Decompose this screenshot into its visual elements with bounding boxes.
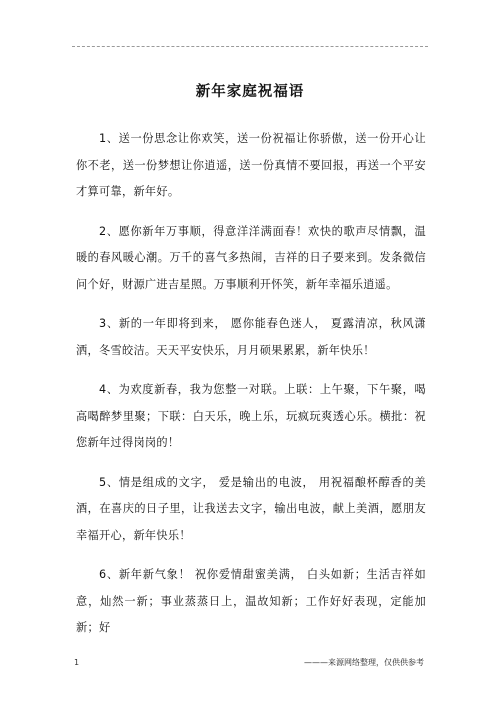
page-number: 1 — [74, 658, 80, 667]
paragraph-4: 4、为欢度新春，我为您整一对联。上联：上午聚，下午聚，喝高喝醉梦里聚；下联：白天乐，晚上乐，玩疯玩爽透心乐。横批：祝您新年过得岗岗的！ — [76, 383, 426, 449]
paragraph-3: 3、新的一年即将到来， 愿你能春色迷人， 夏露清凉，秋风潇洒，冬雪皎洁。天天平安快乐，月月硕果累累，新年快乐！ — [76, 317, 426, 357]
document-title: 新年家庭祝福语 — [195, 84, 305, 100]
paragraph-2: 2、愿你新年万事顺，得意洋洋满面春！欢快的歌声尽情飘，温暖的春风暖心潮。万千的喜气多热闹，吉祥的日子要来到。发条微信问个好，财源广进吉星照。万事顺利开怀笑，新年幸福乐逍遥。 — [76, 224, 426, 291]
source-note: ———来源网络整理，仅供供参考 — [304, 658, 424, 667]
paragraph-5: 5、情是组成的文字， 爱是输出的电波， 用祝福酿杯醇香的美酒，在喜庆的日子里，让我送去文字，输出电波，献上美酒，愿朋友幸福开心，新年快乐！ — [76, 475, 426, 542]
paragraph-6: 6、新年新气象！ 祝你爱情甜蜜美满， 白头如新；生活吉祥如意，灿然一新；事业蒸蒸日上，温故知新；工作好好表现，定能加新；好 — [76, 568, 426, 634]
document-body — [76, 126, 426, 655]
header-divider — [72, 46, 428, 47]
paragraph-1: 1、送一份思念让你欢笑，送一份祝福让你骄傲，送一份开心让你不老，送一份梦想让你逍遥，送一份真情不要回报，再送一个平安才算可靠，新年好。 — [76, 132, 426, 198]
